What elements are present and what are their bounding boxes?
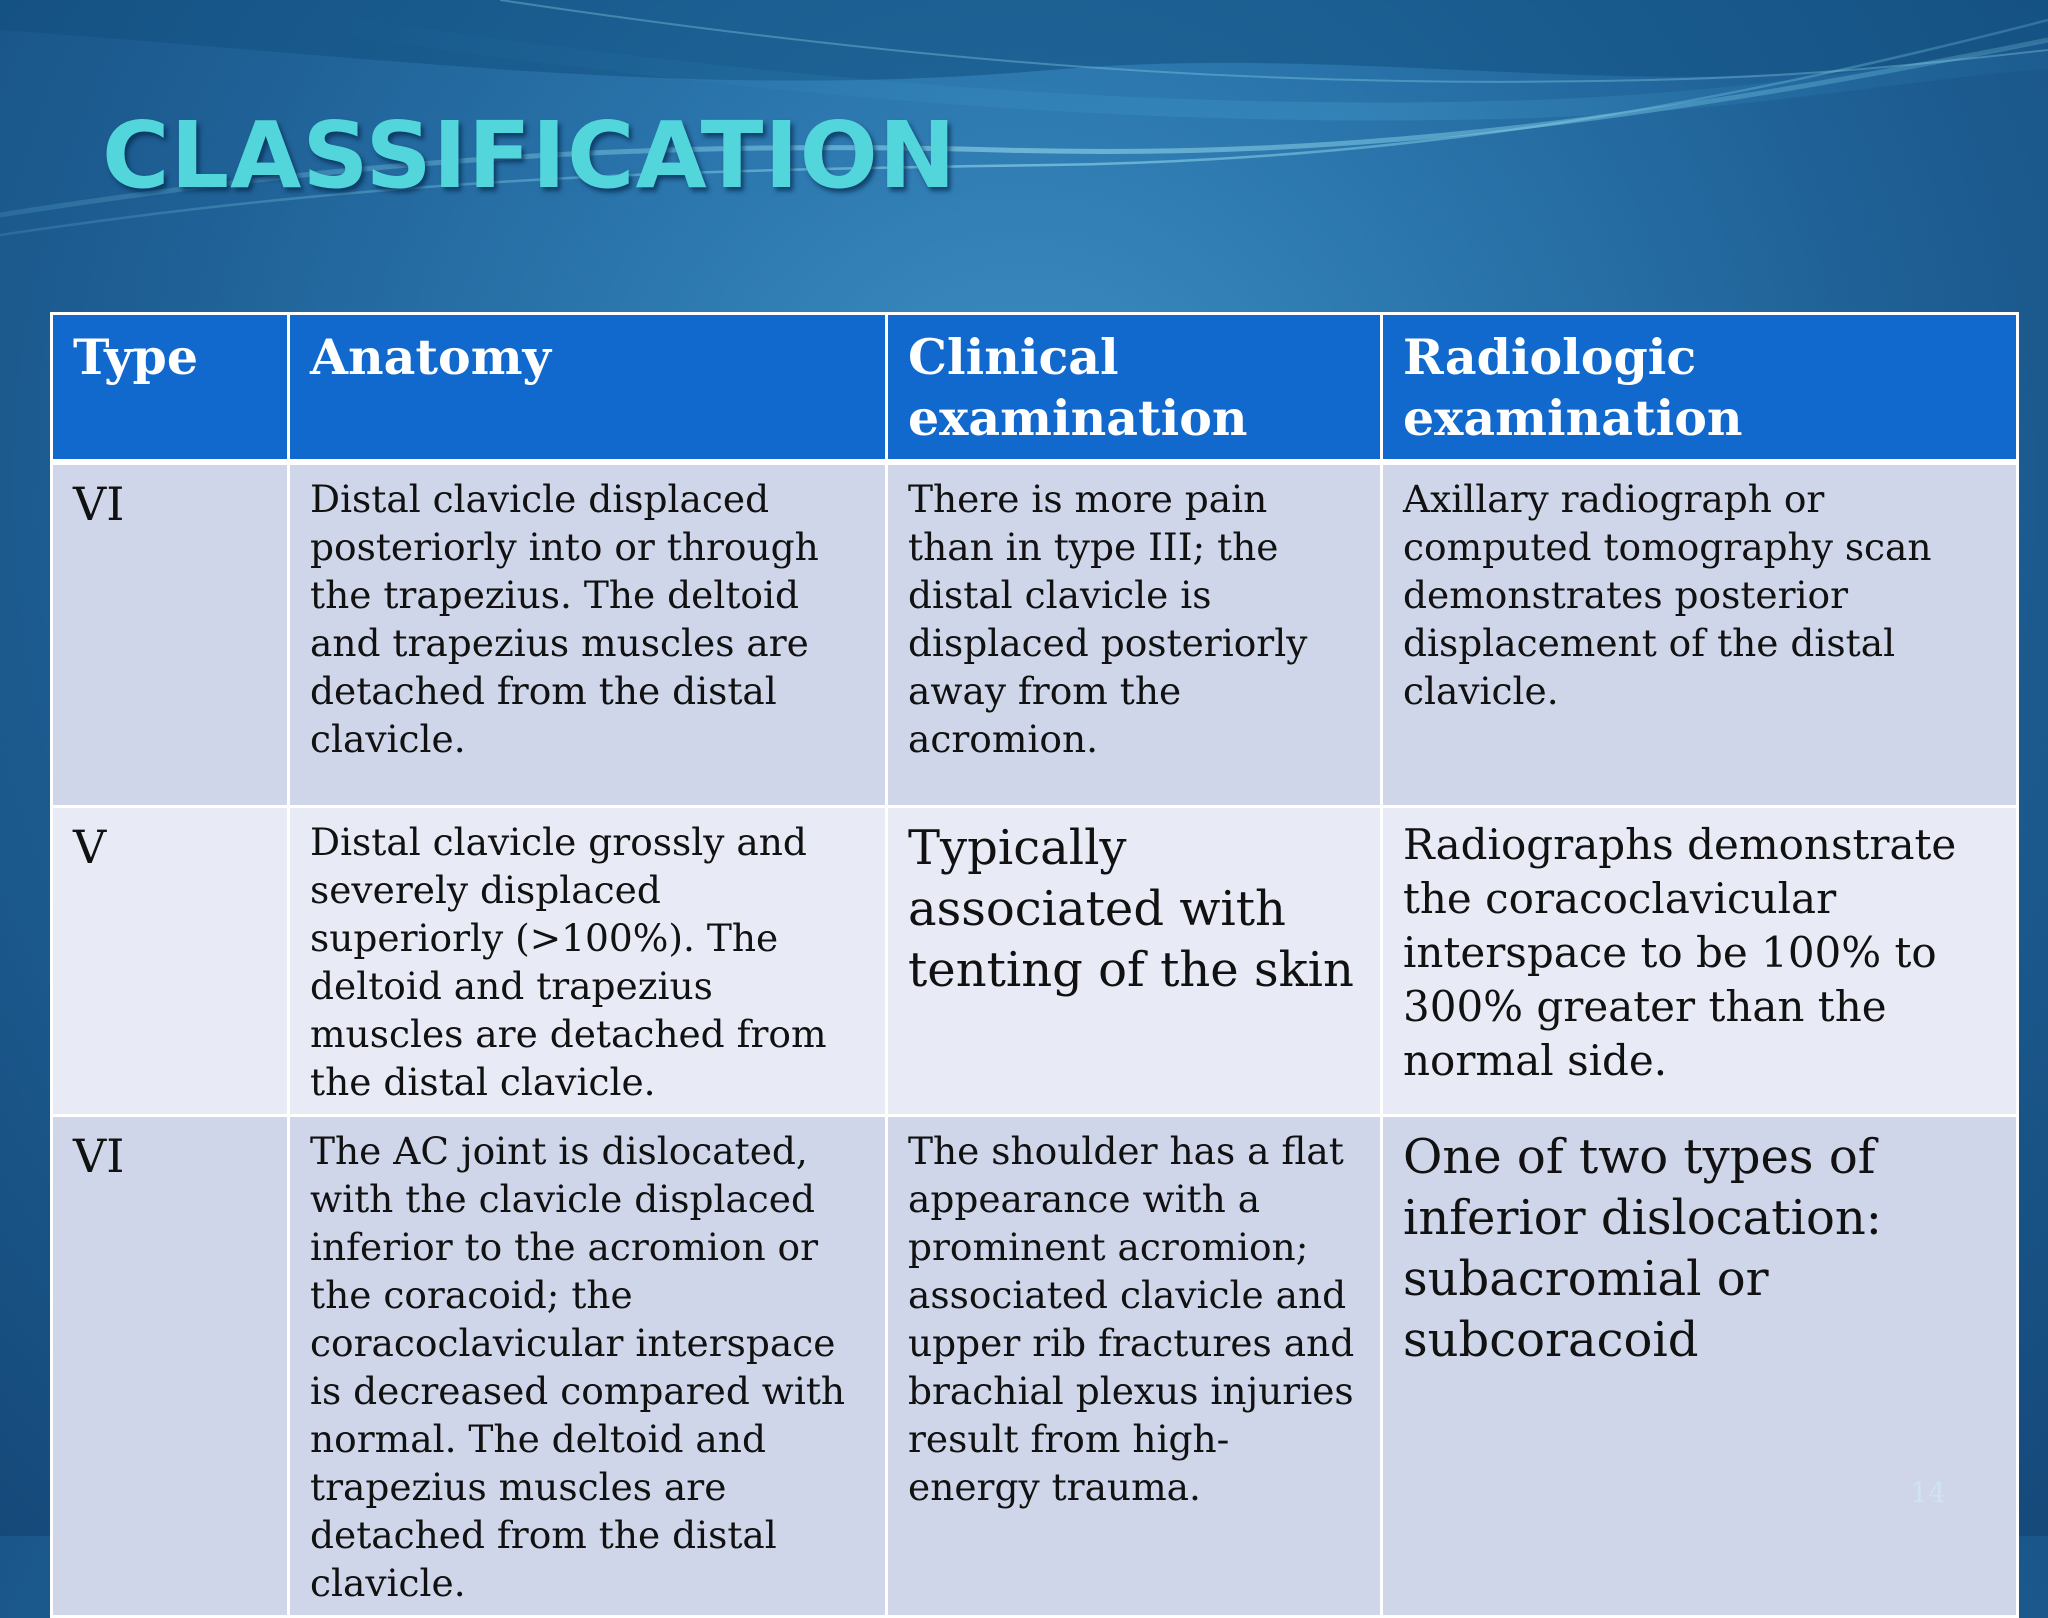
table-row — [52, 807, 2018, 1116]
anatomy-cell: The AC joint is dislocated, with the clavicle displaced inferior to the acromion or the coracoid; the coracoclavicular interspace is decreased compared with normal. The deltoid and trapezius muscles are detached from the distal clavicle. — [289, 1116, 887, 1617]
header-anatomy: Anatomy — [289, 314, 887, 463]
table-row — [52, 1116, 2018, 1617]
radiologic-cell: Axillary radiograph or computed tomography scan demonstrates posterior displacement of the distal clavicle. — [1382, 462, 2018, 807]
anatomy-cell: Distal clavicle displaced posteriorly into or through the trapezius. The deltoid and trapezius muscles are detached from the distal clavicle. — [289, 462, 887, 807]
slide-number: 14 — [1910, 1476, 1946, 1509]
classification-table — [50, 312, 2019, 1618]
radiologic-cell: Radiographs demonstrate the coracoclavicular interspace to be 100% to 300% greater than the normal side. — [1382, 807, 2018, 1116]
type-cell: VI — [52, 462, 289, 807]
table-row — [52, 462, 2018, 807]
header-radiologic-examination: Radiologic examination — [1382, 314, 2018, 463]
slide-title: CLASSIFICATION — [102, 102, 957, 209]
clinical-cell: There is more pain than in type III; the distal clavicle is displaced posteriorly away from the acromion. — [887, 462, 1382, 807]
table-header-row — [52, 314, 2018, 463]
type-cell: V — [52, 807, 289, 1116]
anatomy-cell: Distal clavicle grossly and severely displaced superiorly (>100%). The deltoid and trapezius muscles are detached from the distal clavicle. — [289, 807, 887, 1116]
radiologic-cell: One of two types of inferior dislocation: subacromial or subcoracoid — [1382, 1116, 2018, 1617]
header-clinical-examination: Clinical examination — [887, 314, 1382, 463]
clinical-cell: The shoulder has a flat appearance with a prominent acromion; associated clavicle and upper rib fractures and brachial plexus injuries result from high-energy trauma. — [887, 1116, 1382, 1617]
type-cell: VI — [52, 1116, 289, 1617]
clinical-cell: Typically associated with tenting of the skin — [887, 807, 1382, 1116]
header-type: Type — [52, 314, 289, 463]
